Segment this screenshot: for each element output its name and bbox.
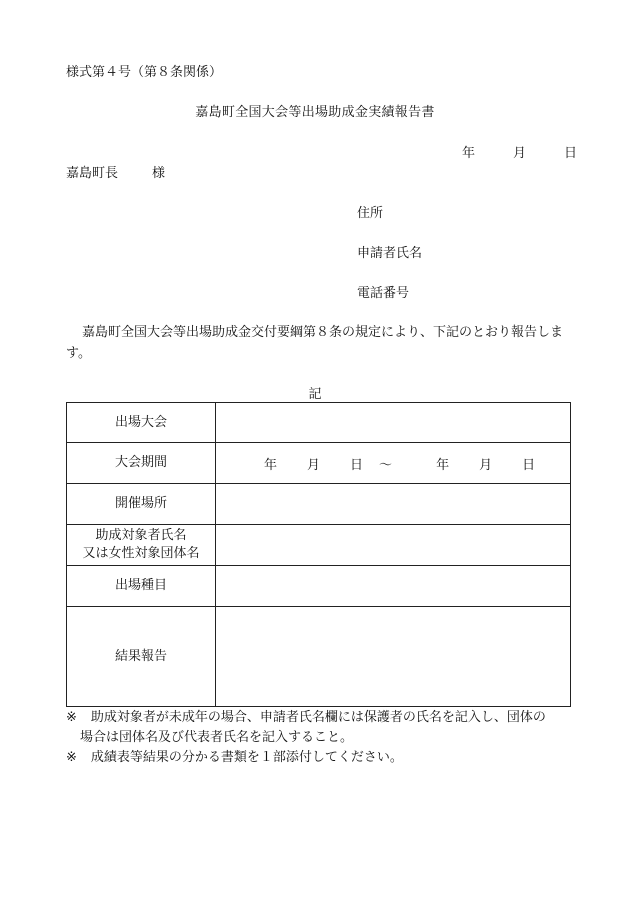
venue-label: 開催場所 [67, 484, 216, 525]
period-day-1: 日 [350, 457, 364, 473]
result-value[interactable] [216, 607, 571, 707]
row-subject [67, 525, 571, 566]
event-value[interactable] [216, 566, 571, 607]
report-date [462, 147, 577, 160]
date-month: 月 [513, 146, 527, 161]
subject-label-line1: 助成対象者氏名 [95, 528, 187, 543]
subject-value[interactable] [216, 525, 571, 566]
venue-value[interactable] [216, 484, 571, 525]
row-period [67, 443, 571, 484]
period-day-2: 日 [522, 457, 536, 473]
date-day: 日 [564, 146, 578, 161]
row-venue [67, 484, 571, 525]
body-text: 嘉島町全国大会等出場助成金交付要綱第８条の規定により、下記のとおり報告します。 [66, 325, 564, 361]
addressee-name: 嘉島町長 [66, 166, 119, 181]
addressee [66, 167, 165, 180]
addressee-honorific: 様 [152, 166, 166, 181]
note-1-line2: 場合は団体名及び代表者氏名を記入すること。 [80, 730, 354, 745]
tournament-label: 出場大会 [67, 403, 216, 443]
note-2 [66, 751, 403, 764]
period-month-1: 月 [307, 457, 321, 473]
period-label: 大会期間 [67, 443, 216, 484]
row-tournament [67, 403, 571, 443]
row-event [67, 566, 571, 607]
note-1 [66, 711, 546, 724]
period-value[interactable] [216, 443, 571, 484]
row-result [67, 607, 571, 707]
period-year-2: 年 [436, 457, 450, 473]
note-2-text: 成績表等結果の分かる書類を１部添付してください。 [90, 750, 403, 765]
address-label: 住所 [357, 206, 384, 221]
subject-label-line2: 又は女性対象団体名 [82, 546, 200, 561]
ki-heading: 記 [308, 387, 322, 402]
form-number: 様式第４号（第８条関係） [66, 65, 223, 80]
date-year: 年 [462, 146, 476, 161]
subject-label [67, 525, 216, 566]
event-label: 出場種目 [67, 566, 216, 607]
tournament-value[interactable] [216, 403, 571, 443]
period-month-2: 月 [479, 457, 493, 473]
document-title: 嘉島町全国大会等出場助成金実績報告書 [195, 105, 435, 120]
phone-label: 電話番号 [357, 286, 410, 301]
period-tilde: ～ [379, 457, 393, 473]
note-1-line1: 助成対象者が未成年の場合、申請者氏名欄には保護者の氏名を記入し、団体の [90, 710, 546, 725]
result-label: 結果報告 [67, 607, 216, 707]
applicant-name-label: 申請者氏名 [357, 246, 423, 261]
note-1-mark: ※ [66, 710, 77, 725]
period-year-1: 年 [264, 457, 278, 473]
note-2-mark: ※ [66, 750, 77, 765]
report-table [66, 402, 571, 707]
